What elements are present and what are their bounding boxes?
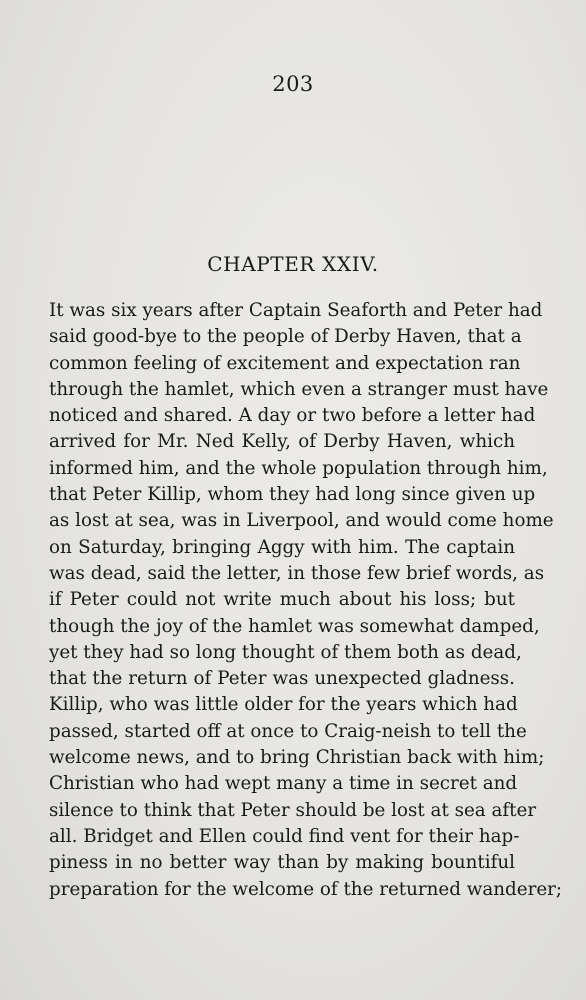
text-line: as lost at sea, was in Liverpool, and would come home [49, 510, 554, 532]
text-line: if Peter could not write much about his loss; but [49, 589, 515, 611]
text-line: though the joy of the hamlet was somewhat damped, [49, 615, 540, 637]
text-line: on Saturday, bringing Aggy with him. The captain [49, 536, 515, 558]
text-line: arrived for Mr. Ned Kelly, of Derby Haven, which [49, 431, 515, 453]
page-number: 203 [272, 72, 314, 96]
text-line: all. Bridget and Ellen could find vent for their hap- [49, 825, 520, 847]
text-line: passed, started off at once to Craig-neish to tell the [49, 720, 527, 742]
text-line: that Peter Killip, whom they had long since given up [49, 484, 536, 506]
text-line: welcome news, and to bring Christian back with him; [49, 747, 545, 769]
text-line: yet they had so long thought of them both as dead, [49, 641, 522, 663]
text-line: It was six years after Captain Seaforth and Peter had [49, 300, 543, 321]
text-line: Christian who had wept many a time in secret and [49, 773, 518, 795]
text-line: said good-bye to the people of Derby Haven, that a [49, 326, 522, 348]
text-line: that the return of Peter was unexpected gladness. [49, 668, 515, 690]
text-line: preparation for the welcome of the returned wanderer; [49, 878, 563, 900]
text-line: silence to think that Peter should be lost at sea after [49, 799, 537, 821]
text-line: was dead, said the letter, in those few brief words, as [49, 562, 545, 584]
text-line: informed him, and the whole population through him, [49, 457, 548, 479]
text-line: Killip, who was little older for the years which had [49, 694, 518, 716]
text-line: noticed and shared. A day or two before a letter had [49, 405, 536, 427]
body-text [49, 298, 563, 903]
text-line: common feeling of excitement and expectation ran [49, 352, 521, 374]
text-line: through the hamlet, which even a stranger must have [49, 378, 549, 400]
text-line: piness in no better way than by making bountiful [49, 852, 515, 874]
chapter-title: CHAPTER XXIV. [207, 252, 379, 276]
